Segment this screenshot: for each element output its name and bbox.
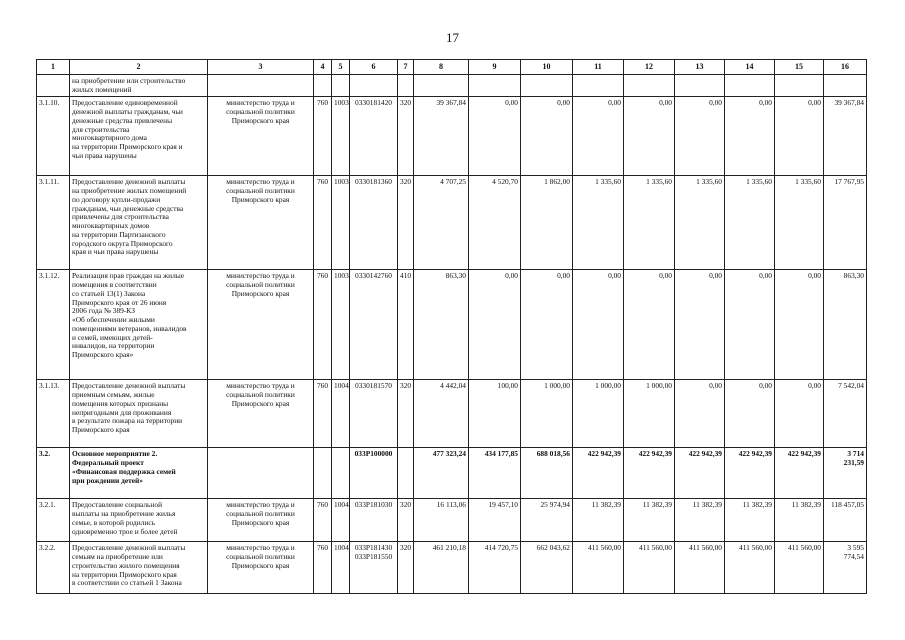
total-amount-cell: 118 457,05 bbox=[824, 499, 867, 542]
amount-cell: 0,00 bbox=[573, 97, 624, 176]
amount-cell: 1 335,60 bbox=[725, 176, 775, 270]
section-cell: 1004 bbox=[332, 499, 350, 542]
column-header: 1 bbox=[37, 60, 70, 75]
amount-cell: 0,00 bbox=[675, 270, 725, 380]
table-row bbox=[37, 499, 867, 542]
target-article-cell: 0330181570 bbox=[350, 380, 398, 448]
table-row bbox=[37, 75, 867, 97]
column-header: 14 bbox=[725, 60, 775, 75]
amount-cell: 0,00 bbox=[624, 270, 675, 380]
target-article-cell: 0330181420 bbox=[350, 97, 398, 176]
item-number-cell: 3.1.12. bbox=[37, 270, 70, 380]
section-cell: 1004 bbox=[332, 380, 350, 448]
column-header: 15 bbox=[775, 60, 824, 75]
column-header: 4 bbox=[314, 60, 332, 75]
amount-cell: 4 442,04 bbox=[414, 380, 469, 448]
grbs-cell: 760 bbox=[314, 176, 332, 270]
amount-cell: 411 560,00 bbox=[573, 542, 624, 594]
amount-cell: 0,00 bbox=[675, 97, 725, 176]
amount-cell: 0,00 bbox=[675, 380, 725, 448]
amount-cell: 16 113,06 bbox=[414, 499, 469, 542]
expense-type-cell: 320 bbox=[398, 542, 414, 594]
amount-cell: 411 560,00 bbox=[624, 542, 675, 594]
amount-cell: 11 382,39 bbox=[675, 499, 725, 542]
amount-cell: 411 560,00 bbox=[775, 542, 824, 594]
expense-type-cell: 320 bbox=[398, 97, 414, 176]
description-cell: Предоставление денежной выплаты семьям на приобретение или строительство жилого помещения на территории Приморского края в соответствии со статьей 1 Закона bbox=[70, 542, 208, 594]
column-header: 10 bbox=[521, 60, 573, 75]
table-row bbox=[37, 542, 867, 594]
amount-cell: 411 560,00 bbox=[675, 542, 725, 594]
amount-cell: 662 043,62 bbox=[521, 542, 573, 594]
section-cell: 1003 bbox=[332, 176, 350, 270]
description-cell: Предоставление социальной выплаты на приобретение жилья семье, в которой родились одновременно трое и более детей bbox=[70, 499, 208, 542]
amount-cell: 0,00 bbox=[775, 270, 824, 380]
amount-cell: 100,00 bbox=[469, 380, 521, 448]
item-number-cell: 3.2.1. bbox=[37, 499, 70, 542]
expense-type-cell: 320 bbox=[398, 380, 414, 448]
description-cell: Предоставление денежной выплаты на приобретение жилых помещений по договору купли-продажи гражданам, чьи денежные средства привлечены для строительства многоквартирных домов на территории Партизанского городского округа Приморского края и чьи права нарушены bbox=[70, 176, 208, 270]
executor-cell: министерство труда и социальной политики Приморского края bbox=[208, 380, 314, 448]
grbs-cell bbox=[314, 448, 332, 499]
amount-cell: 1 335,60 bbox=[624, 176, 675, 270]
section-cell bbox=[332, 75, 350, 97]
total-amount-cell: 3 714 231,59 bbox=[824, 448, 867, 499]
amount-cell: 422 942,39 bbox=[573, 448, 624, 499]
table-row bbox=[37, 270, 867, 380]
column-header: 8 bbox=[414, 60, 469, 75]
executor-cell: министерство труда и социальной политики Приморского края bbox=[208, 542, 314, 594]
amount-cell: 11 382,39 bbox=[775, 499, 824, 542]
total-amount-cell: 17 767,95 bbox=[824, 176, 867, 270]
amount-cell: 1 000,00 bbox=[521, 380, 573, 448]
amount-cell: 19 457,10 bbox=[469, 499, 521, 542]
page-number: 17 bbox=[446, 30, 459, 45]
amount-cell: 11 382,39 bbox=[624, 499, 675, 542]
executor-cell: министерство труда и социальной политики Приморского края bbox=[208, 499, 314, 542]
amount-cell bbox=[624, 75, 675, 97]
description-cell: Основное мероприятие 2. Федеральный проект «Финансовая поддержка семей при рождении детей» bbox=[70, 448, 208, 499]
grbs-cell bbox=[314, 75, 332, 97]
column-header: 12 bbox=[624, 60, 675, 75]
grbs-cell: 760 bbox=[314, 270, 332, 380]
item-number-cell: 3.2.2. bbox=[37, 542, 70, 594]
amount-cell: 0,00 bbox=[624, 97, 675, 176]
description-cell: Реализация прав граждан на жилые помещения в соответствии со статьей 13(1) Закона Приморского края от 26 июня 2006 года № 389-КЗ «Об обеспечении жилыми помещениями ветеранов, инвалидов и семей, имеющих детей- инвалидов, на территории Приморского края» bbox=[70, 270, 208, 380]
amount-cell bbox=[725, 75, 775, 97]
total-amount-cell: 7 542,04 bbox=[824, 380, 867, 448]
item-number-cell: 3.2. bbox=[37, 448, 70, 499]
amount-cell: 0,00 bbox=[775, 380, 824, 448]
amount-cell: 434 177,85 bbox=[469, 448, 521, 499]
amount-cell: 477 323,24 bbox=[414, 448, 469, 499]
total-amount-cell: 863,30 bbox=[824, 270, 867, 380]
amount-cell: 411 560,00 bbox=[725, 542, 775, 594]
section-cell: 1003 bbox=[332, 97, 350, 176]
expense-type-cell: 410 bbox=[398, 270, 414, 380]
amount-cell: 0,00 bbox=[521, 270, 573, 380]
amount-cell bbox=[469, 75, 521, 97]
budget-table bbox=[36, 59, 867, 594]
amount-cell: 1 335,60 bbox=[775, 176, 824, 270]
amount-cell: 1 335,60 bbox=[573, 176, 624, 270]
column-header: 2 bbox=[70, 60, 208, 75]
executor-cell: министерство труда и социальной политики Приморского края bbox=[208, 270, 314, 380]
table-row bbox=[37, 176, 867, 270]
amount-cell: 1 862,00 bbox=[521, 176, 573, 270]
section-cell: 1004 bbox=[332, 542, 350, 594]
table-row bbox=[37, 97, 867, 176]
amount-cell bbox=[775, 75, 824, 97]
grbs-cell: 760 bbox=[314, 542, 332, 594]
total-amount-cell: 3 595 774,54 bbox=[824, 542, 867, 594]
amount-cell: 1 335,60 bbox=[675, 176, 725, 270]
target-article-cell: 033P181030 bbox=[350, 499, 398, 542]
column-header: 3 bbox=[208, 60, 314, 75]
grbs-cell: 760 bbox=[314, 499, 332, 542]
executor-cell bbox=[208, 75, 314, 97]
header-row bbox=[37, 60, 867, 75]
target-article-cell: 033P100000 bbox=[350, 448, 398, 499]
column-header: 9 bbox=[469, 60, 521, 75]
amount-cell: 0,00 bbox=[573, 270, 624, 380]
section-cell bbox=[332, 448, 350, 499]
description-cell: на приобретение или строительство жилых помещений bbox=[70, 75, 208, 97]
amount-cell: 414 720,75 bbox=[469, 542, 521, 594]
amount-cell: 4 707,25 bbox=[414, 176, 469, 270]
description-cell: Предоставление единовременной денежной выплаты гражданам, чьи денежные средства привлечены для строительства многоквартирного дома на территории Приморского края и чьи права нарушены bbox=[70, 97, 208, 176]
item-number-cell: 3.1.11. bbox=[37, 176, 70, 270]
column-header: 11 bbox=[573, 60, 624, 75]
executor-cell bbox=[208, 448, 314, 499]
total-amount-cell: 39 367,84 bbox=[824, 97, 867, 176]
section-cell: 1003 bbox=[332, 270, 350, 380]
target-article-cell bbox=[350, 75, 398, 97]
amount-cell bbox=[414, 75, 469, 97]
table-row bbox=[37, 380, 867, 448]
amount-cell: 0,00 bbox=[521, 97, 573, 176]
amount-cell: 25 974,94 bbox=[521, 499, 573, 542]
amount-cell: 1 000,00 bbox=[624, 380, 675, 448]
amount-cell: 11 382,39 bbox=[573, 499, 624, 542]
item-number-cell: 3.1.10. bbox=[37, 97, 70, 176]
amount-cell: 0,00 bbox=[469, 97, 521, 176]
amount-cell: 422 942,39 bbox=[675, 448, 725, 499]
amount-cell: 0,00 bbox=[725, 270, 775, 380]
expense-type-cell bbox=[398, 75, 414, 97]
amount-cell: 1 000,00 bbox=[573, 380, 624, 448]
column-header: 7 bbox=[398, 60, 414, 75]
column-header: 13 bbox=[675, 60, 725, 75]
item-number-cell: 3.1.13. bbox=[37, 380, 70, 448]
executor-cell: министерство труда и социальной политики Приморского края bbox=[208, 176, 314, 270]
amount-cell: 0,00 bbox=[725, 380, 775, 448]
amount-cell: 863,30 bbox=[414, 270, 469, 380]
column-header: 16 bbox=[824, 60, 867, 75]
expense-type-cell bbox=[398, 448, 414, 499]
target-article-cell: 033P181430 033P181550 bbox=[350, 542, 398, 594]
amount-cell bbox=[573, 75, 624, 97]
executor-cell: министерство труда и социальной политики Приморского края bbox=[208, 97, 314, 176]
total-amount-cell bbox=[824, 75, 867, 97]
amount-cell: 0,00 bbox=[775, 97, 824, 176]
table-row bbox=[37, 448, 867, 499]
description-cell: Предоставление денежной выплаты приемным семьям, жилые помещения которых признаны непригодными для проживания в результате пожара на территории Приморского края bbox=[70, 380, 208, 448]
amount-cell: 422 942,39 bbox=[624, 448, 675, 499]
amount-cell: 4 520,70 bbox=[469, 176, 521, 270]
amount-cell: 39 367,84 bbox=[414, 97, 469, 176]
column-header: 6 bbox=[350, 60, 398, 75]
target-article-cell: 0330142760 bbox=[350, 270, 398, 380]
amount-cell: 688 018,56 bbox=[521, 448, 573, 499]
grbs-cell: 760 bbox=[314, 97, 332, 176]
amount-cell bbox=[521, 75, 573, 97]
column-header: 5 bbox=[332, 60, 350, 75]
target-article-cell: 0330181360 bbox=[350, 176, 398, 270]
expense-type-cell: 320 bbox=[398, 499, 414, 542]
amount-cell: 422 942,39 bbox=[775, 448, 824, 499]
amount-cell: 422 942,39 bbox=[725, 448, 775, 499]
amount-cell bbox=[675, 75, 725, 97]
item-number-cell bbox=[37, 75, 70, 97]
amount-cell: 0,00 bbox=[725, 97, 775, 176]
amount-cell: 461 210,18 bbox=[414, 542, 469, 594]
grbs-cell: 760 bbox=[314, 380, 332, 448]
amount-cell: 0,00 bbox=[469, 270, 521, 380]
expense-type-cell: 320 bbox=[398, 176, 414, 270]
amount-cell: 11 382,39 bbox=[725, 499, 775, 542]
